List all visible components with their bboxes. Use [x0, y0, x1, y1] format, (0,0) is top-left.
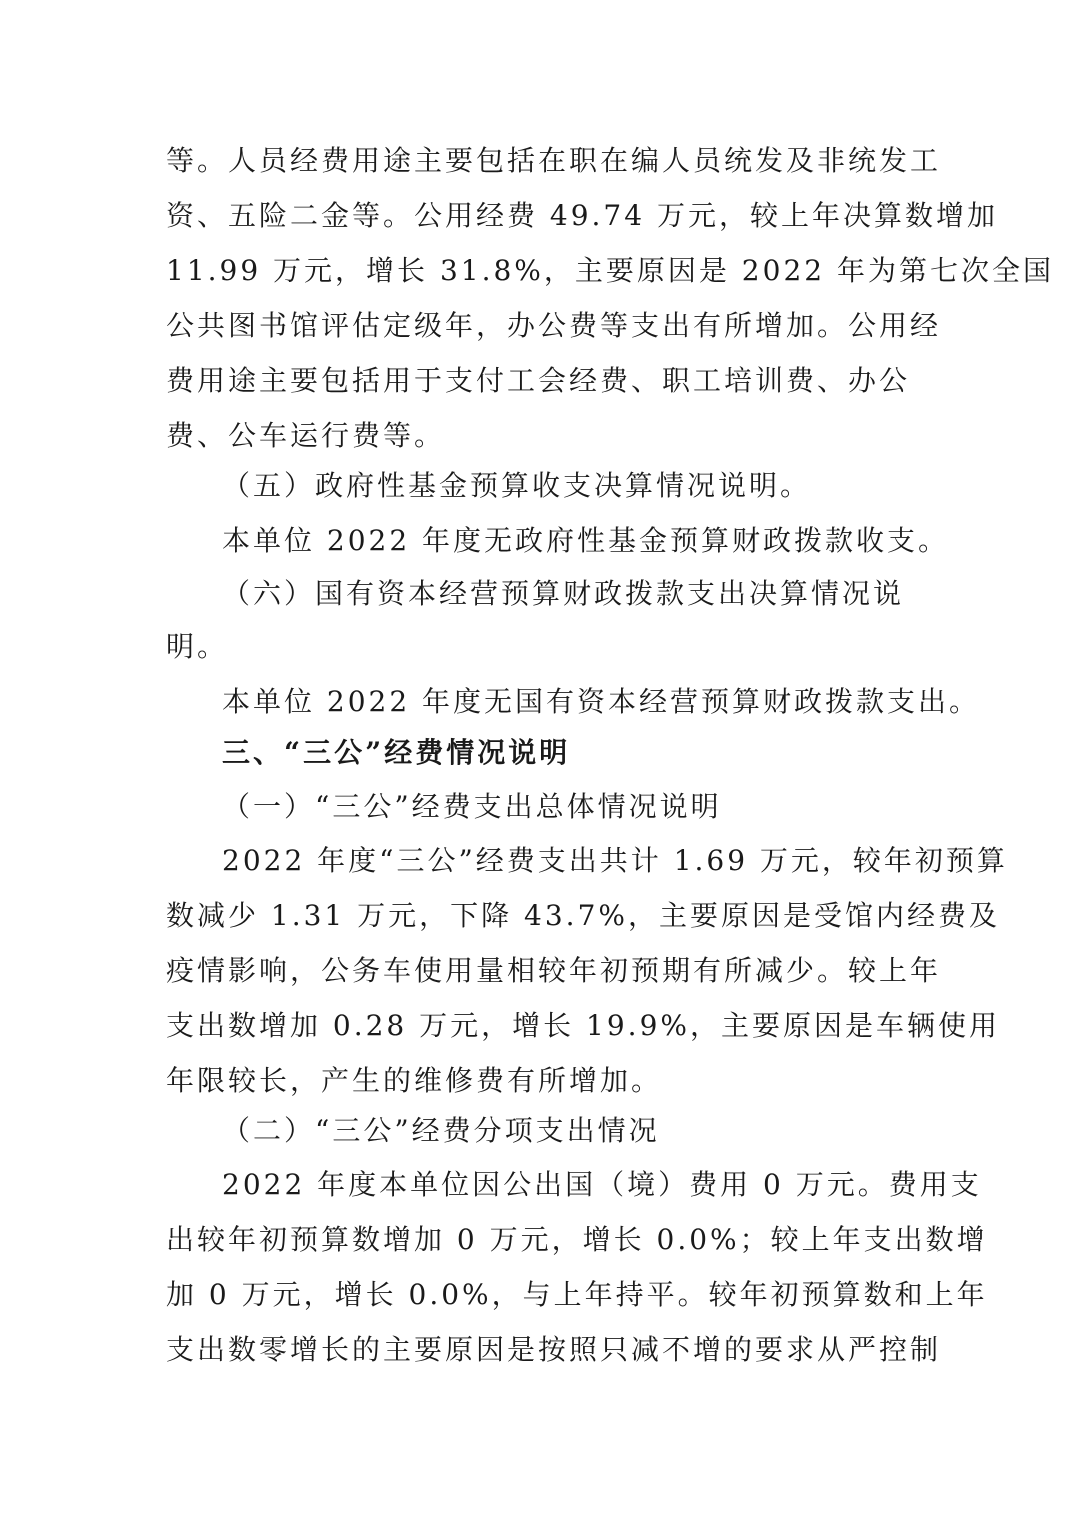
- paragraph-line: 数减少 1.31 万元，下降 43.7%，主要原因是受馆内经费及: [166, 899, 1000, 932]
- chapter-heading: 三、“三公”经费情况说明: [222, 736, 571, 769]
- section-heading: （二）“三公”经费分项支出情况: [222, 1114, 660, 1147]
- paragraph-line: 疫情影响，公务车使用量相较年初预期有所减少。较上年: [166, 954, 942, 987]
- paragraph-line: 加 0 万元，增长 0.0%，与上年持平。较年初预算数和上年: [166, 1278, 988, 1311]
- section-heading: 明。: [166, 630, 229, 663]
- paragraph-line: 出较年初预算数增加 0 万元，增长 0.0%；较上年支出数增: [166, 1223, 988, 1256]
- paragraph-line: 支出数增加 0.28 万元，增长 19.9%，主要原因是车辆使用: [166, 1009, 1000, 1042]
- paragraph-line: 年限较长，产生的维修费有所增加。: [166, 1064, 663, 1097]
- paragraph-line: 2022 年度“三公”经费支出共计 1.69 万元，较年初预算: [222, 844, 1008, 877]
- paragraph-line: 本单位 2022 年度无政府性基金预算财政拨款收支。: [222, 524, 950, 557]
- section-heading: （一）“三公”经费支出总体情况说明: [222, 790, 722, 823]
- paragraph-line: 本单位 2022 年度无国有资本经营预算财政拨款支出。: [222, 685, 981, 718]
- paragraph-line: 公共图书馆评估定级年，办公费等支出有所增加。公用经: [166, 309, 942, 342]
- section-heading: （六）国有资本经营预算财政拨款支出决算情况说: [222, 577, 905, 610]
- paragraph-line: 资、五险二金等。公用经费 49.74 万元，较上年决算数增加: [166, 199, 998, 232]
- paragraph-line: 费、公车运行费等。: [166, 419, 446, 452]
- paragraph-line: 2022 年度本单位因公出国（境）费用 0 万元。费用支: [222, 1168, 982, 1201]
- paragraph-line: 等。人员经费用途主要包括在职在编人员统发及非统发工: [166, 144, 942, 177]
- paragraph-line: 费用途主要包括用于支付工会经费、职工培训费、办公: [166, 364, 911, 397]
- section-heading: （五）政府性基金预算收支决算情况说明。: [222, 469, 812, 502]
- paragraph-line: 11.99 万元，增长 31.8%，主要原因是 2022 年为第七次全国: [166, 254, 1054, 287]
- paragraph-line: 支出数零增长的主要原因是按照只减不增的要求从严控制: [166, 1333, 942, 1366]
